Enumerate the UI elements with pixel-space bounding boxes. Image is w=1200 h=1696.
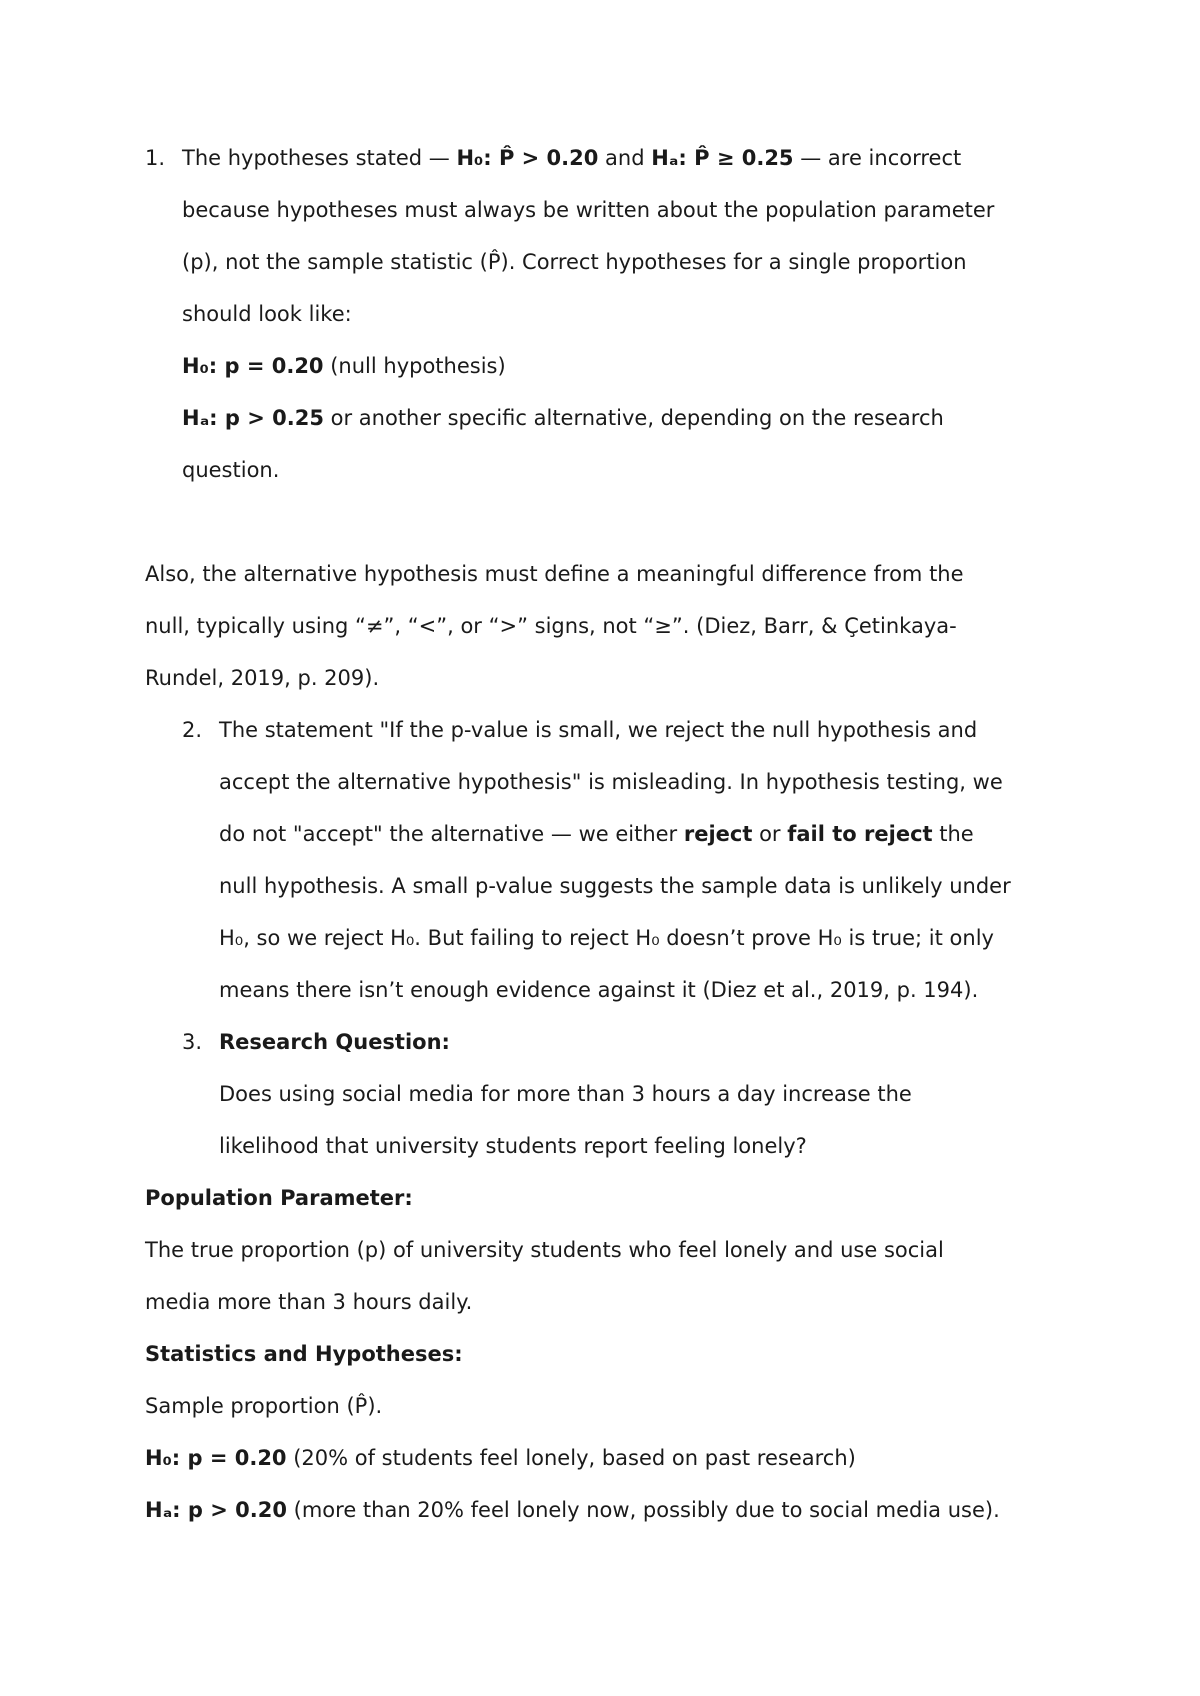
list-number-3: 3. — [182, 1030, 203, 1054]
item2-line-6: means there isn’t enough evidence against it (Diez et al., 2019, p. 194). — [219, 978, 979, 1002]
also-line-3: Rundel, 2019, p. 209). — [145, 666, 380, 690]
population-parameter-heading: Population Parameter: — [145, 1186, 413, 1210]
research-question-heading: Research Question: — [219, 1030, 450, 1054]
item1-line-1: The hypotheses stated — H₀: P̂ > 0.20 and Hₐ: P̂ ≥ 0.25 — are incorrect — [182, 146, 962, 170]
population-line-1: The true proportion (p) of university students who feel lonely and use social — [145, 1238, 944, 1262]
item1-h0: H₀: p = 0.20 (null hypothesis) — [182, 354, 506, 378]
item1-line-4: should look like: — [182, 302, 352, 326]
stats-h0: H₀: p = 0.20 (20% of students feel lonely, based on past research) — [145, 1446, 856, 1470]
list-number-1: 1. — [145, 146, 166, 170]
item1-line-3: (p), not the sample statistic (P̂). Correct hypotheses for a single proportion — [182, 250, 967, 274]
research-question-line-2: likelihood that university students report feeling lonely? — [219, 1134, 807, 1158]
item1-line-7: question. — [182, 458, 280, 482]
item2-line-1: The statement "If the p-value is small, we reject the null hypothesis and — [219, 718, 978, 742]
item2-line-2: accept the alternative hypothesis" is misleading. In hypothesis testing, we — [219, 770, 1003, 794]
population-line-2: media more than 3 hours daily. — [145, 1290, 473, 1314]
item1-ha: Hₐ: p > 0.25 or another specific alternative, depending on the research — [182, 406, 944, 430]
list-number-2: 2. — [182, 718, 203, 742]
research-question-line-1: Does using social media for more than 3 hours a day increase the — [219, 1082, 912, 1106]
item2-line-3: do not "accept" the alternative — we either reject or fail to reject the — [219, 822, 974, 846]
item2-line-4: null hypothesis. A small p-value suggests the sample data is unlikely under — [219, 874, 1011, 898]
item2-line-5: H₀, so we reject H₀. But failing to reject H₀ doesn’t prove H₀ is true; it only — [219, 926, 994, 950]
also-line-1: Also, the alternative hypothesis must define a meaningful difference from the — [145, 562, 964, 586]
fail-to-reject-term: fail to reject — [787, 822, 933, 846]
reject-term: reject — [683, 822, 753, 846]
statistics-hypotheses-heading: Statistics and Hypotheses: — [145, 1342, 463, 1366]
h0-incorrect: H₀: P̂ > 0.20 — [456, 146, 599, 170]
item1-line-2: because hypotheses must always be written about the population parameter — [182, 198, 995, 222]
also-line-2: null, typically using “≠”, “<”, or “>” signs, not “≥”. (Diez, Barr, & Çetinkaya- — [145, 614, 957, 638]
ha-incorrect: Hₐ: P̂ ≥ 0.25 — [651, 146, 794, 170]
sample-proportion-line: Sample proportion (P̂). — [145, 1394, 383, 1418]
stats-ha: Hₐ: p > 0.20 (more than 20% feel lonely now, possibly due to social media use). — [145, 1498, 1000, 1522]
